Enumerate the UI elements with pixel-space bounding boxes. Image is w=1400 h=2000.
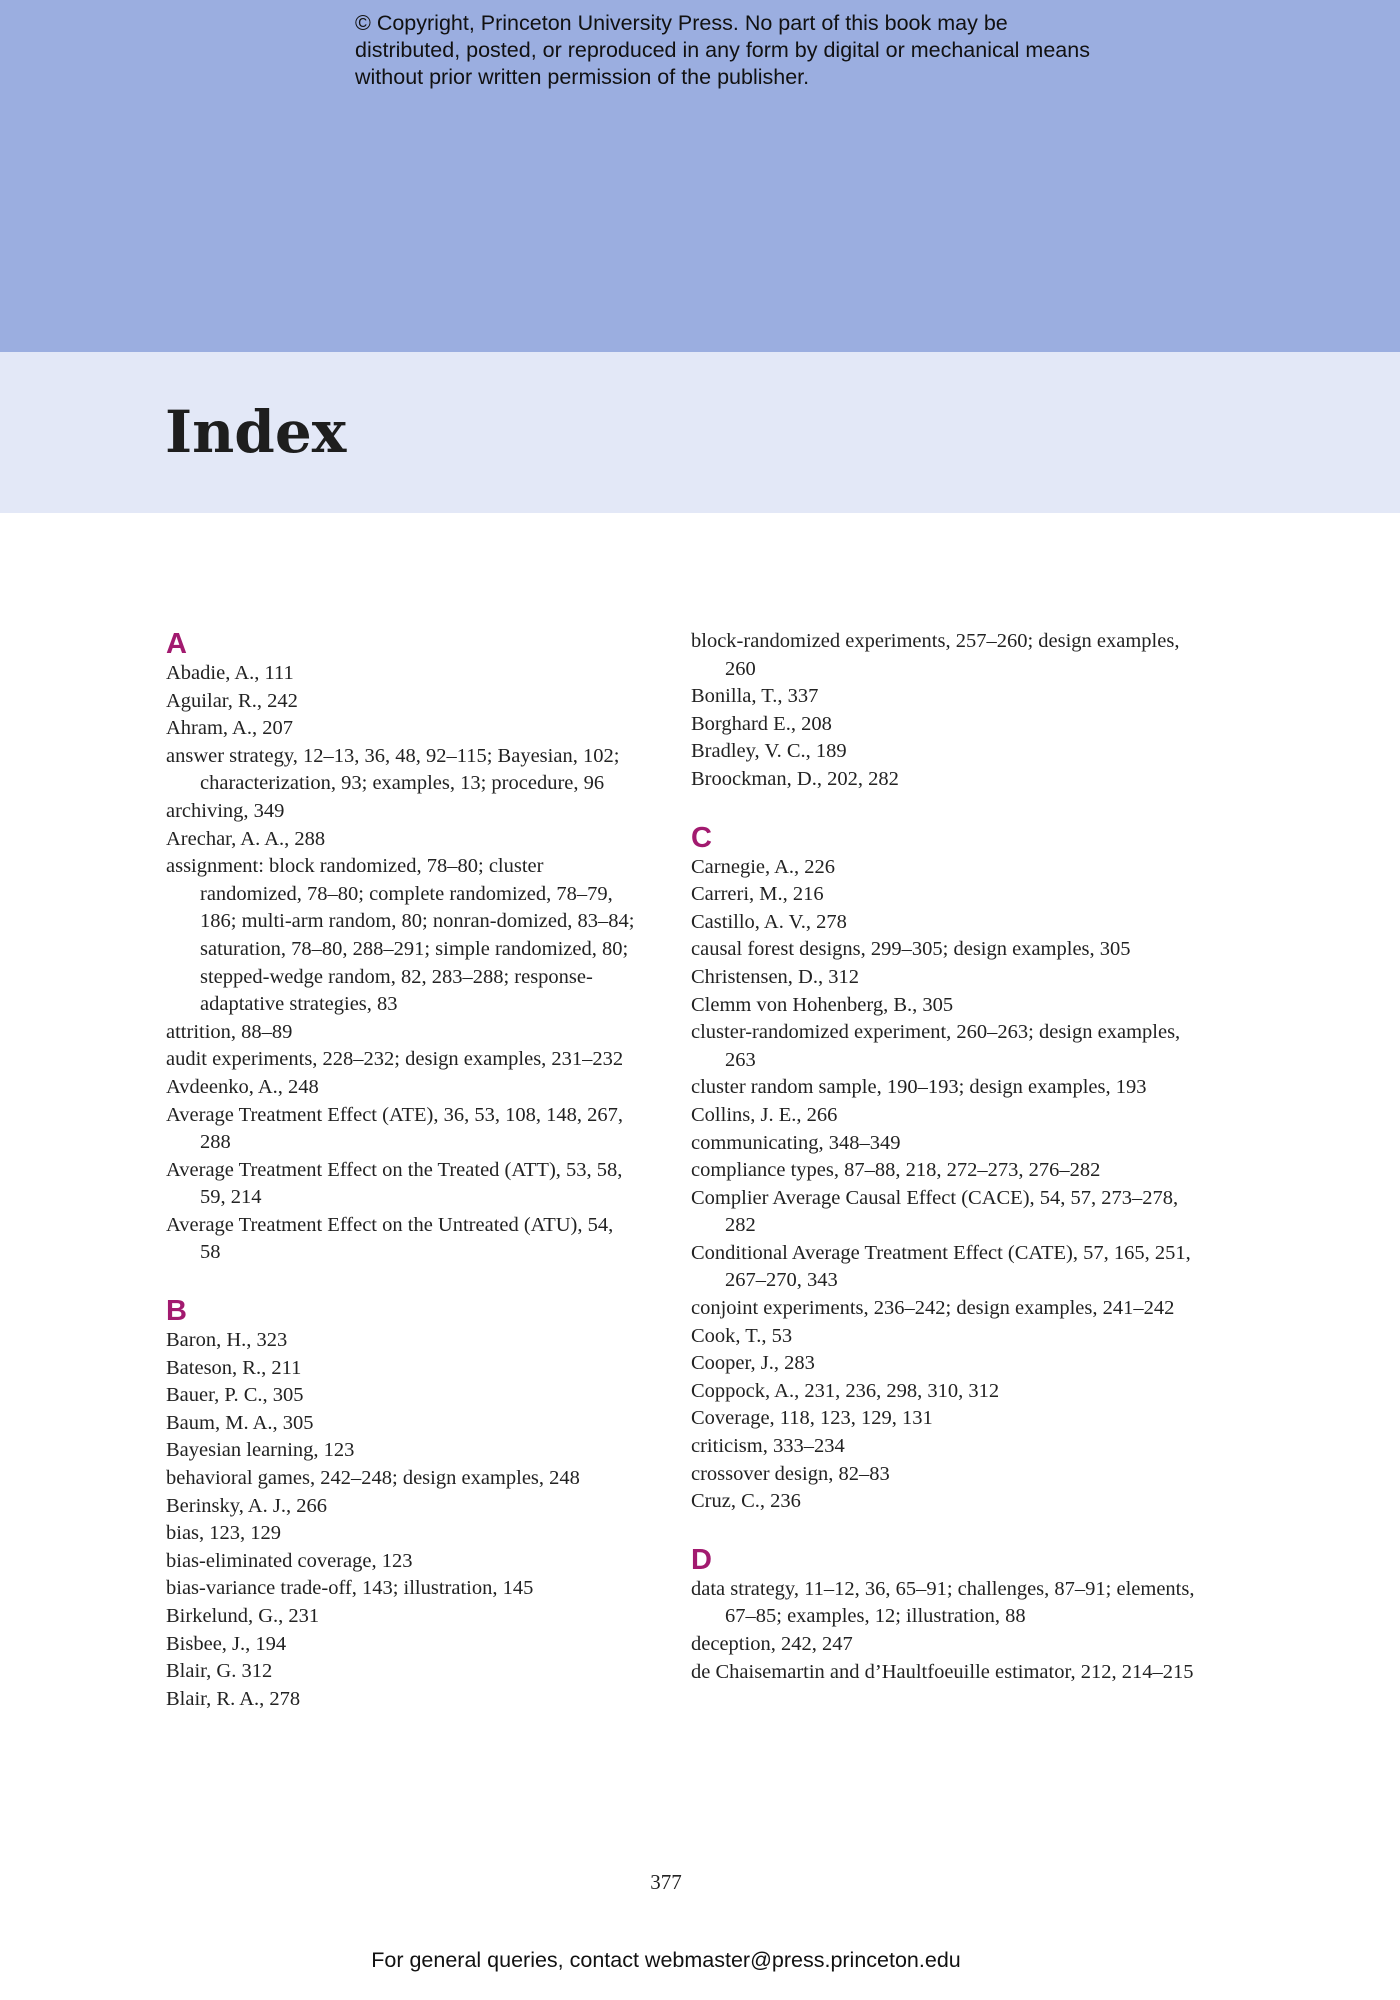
- index-entry: Cruz, C., 236: [691, 1490, 801, 1513]
- index-entry: Blair, G. 312: [166, 1660, 273, 1683]
- index-entry: communicating, 348–349: [691, 1131, 901, 1154]
- index-entry: Cook, T., 53: [691, 1324, 793, 1347]
- index-entry: Birkelund, G., 231: [166, 1605, 320, 1627]
- index-entry: Carreri, M., 216: [691, 883, 824, 906]
- index-entry: block-randomized experiments, 257–260; design examples, 260: [691, 630, 1180, 680]
- index-entry: Arechar, A. A., 288: [166, 827, 326, 850]
- page-number: 377: [650, 1870, 682, 1894]
- index-entry: Baum, M. A., 305: [166, 1411, 314, 1434]
- index-entry: Broockman, D., 202, 282: [691, 767, 899, 790]
- footer-contact: For general queries, contact webmaster@press.princeton.edu: [371, 1948, 961, 1972]
- index-entry: Abadie, A., 111: [166, 662, 294, 684]
- index-entry: Bonilla, T., 337: [691, 685, 819, 708]
- index-entry: Coppock, A., 231, 236, 298, 310, 312: [691, 1379, 1000, 1402]
- index-entry: Carnegie, A., 226: [691, 855, 836, 878]
- index-entry: Baron, H., 323: [166, 1329, 288, 1352]
- index-section: [691, 1544, 1211, 1686]
- index-entry: Ahram, A., 207: [166, 717, 293, 740]
- index-entry: compliance types, 87–88, 218, 272–273, 276–282: [691, 1159, 1101, 1182]
- index-column-left: [166, 628, 636, 1741]
- copyright-notice: © Copyright, Princeton University Press. No part of this book may be distributed, posted, or reproduced in any form by digital or mechanical means without prior written permission of the publisher.: [355, 11, 1090, 89]
- index-entry: Bisbee, J., 194: [166, 1632, 287, 1655]
- index-entry: data strategy, 11–12, 36, 65–91; challenges, 87–91; elements, 67–85; examples, 12; illustration, 88: [691, 1577, 1195, 1628]
- index-entry: Bayesian learning, 123: [166, 1439, 355, 1462]
- index-entry: bias, 123, 129: [166, 1522, 282, 1545]
- index-entry: Blair, R. A., 278: [166, 1687, 301, 1710]
- index-entry: assignment: block randomized, 78–80; cluster randomized, 78–80; complete randomized, 78–79, 186; multi-arm random, 80; nonran-domized, 83–84; saturation, 78–80, 288–291; simple randomized, 80; stepped-wedge random, 82, 283–288; response-adaptative strategies, 83: [166, 855, 635, 1016]
- index-entry: Conditional Average Treatment Effect (CATE), 57, 165, 251, 267–270, 343: [691, 1241, 1191, 1292]
- index-entry: de Chaisemartin and d’Haultfoeuille estimator, 212, 214–215: [691, 1660, 1194, 1683]
- index-entry: Bradley, V. C., 189: [691, 740, 847, 763]
- index-column-right: [691, 628, 1211, 1714]
- index-entry: Avdeenko, A., 248: [166, 1075, 319, 1098]
- index-entry: Christensen, D., 312: [691, 965, 859, 988]
- section-letter: B: [166, 1295, 187, 1328]
- index-entry: Bauer, P. C., 305: [166, 1384, 304, 1407]
- index-entry: criticism, 333–234: [691, 1435, 845, 1458]
- index-entry: Coverage, 118, 123, 129, 131: [691, 1407, 933, 1430]
- index-entry: Clemm von Hohenberg, B., 305: [691, 993, 954, 1016]
- index-entry: behavioral games, 242–248; design examples, 248: [166, 1467, 580, 1490]
- copyright-banner: [0, 0, 1400, 352]
- index-entry: audit experiments, 228–232; design examples, 231–232: [166, 1048, 624, 1071]
- section-letter: C: [691, 821, 712, 854]
- index-entry: Cooper, J., 283: [691, 1352, 815, 1375]
- index-section: [691, 822, 1211, 1516]
- index-entry: attrition, 88–89: [166, 1020, 293, 1043]
- index-entry: conjoint experiments, 236–242; design examples, 241–242: [691, 1297, 1175, 1320]
- index-entry: Bateson, R., 211: [166, 1356, 302, 1379]
- index-entry: bias-variance trade-off, 143; illustration, 145: [166, 1577, 534, 1600]
- index-entry: crossover design, 82–83: [691, 1462, 890, 1485]
- index-entry: Aguilar, R., 242: [166, 689, 298, 712]
- index-section: [166, 628, 636, 1267]
- index-entry: causal forest designs, 299–305; design examples, 305: [691, 938, 1131, 961]
- index-entry: archiving, 349: [166, 799, 285, 822]
- index-entry: Castillo, A. V., 278: [691, 910, 847, 933]
- index-entry: Average Treatment Effect on the Untreated (ATU), 54, 58: [166, 1213, 614, 1264]
- index-entry: cluster-randomized experiment, 260–263; design examples, 263: [691, 1021, 1181, 1071]
- index-entry: Borghard E., 208: [691, 712, 832, 735]
- page-title: Index: [165, 398, 347, 466]
- index-section: [691, 628, 1211, 794]
- index-entry: cluster random sample, 190–193; design examples, 193: [691, 1076, 1147, 1099]
- index-entry: deception, 242, 247: [691, 1633, 853, 1655]
- index-entry: Average Treatment Effect on the Treated (ATT), 53, 58, 59, 214: [166, 1158, 623, 1209]
- index-entry: bias-eliminated coverage, 123: [166, 1549, 413, 1572]
- index-entry: Collins, J. E., 266: [691, 1103, 838, 1126]
- index-entry: answer strategy, 12–13, 36, 48, 92–115; Bayesian, 102; characterization, 93; examples, 13; procedure, 96: [166, 744, 620, 795]
- index-entry: Berinsky, A. J., 266: [166, 1494, 327, 1517]
- section-letter: D: [691, 1543, 712, 1576]
- index-entry: Complier Average Causal Effect (CACE), 54, 57, 273–278, 282: [691, 1186, 1179, 1237]
- index-entry: Average Treatment Effect (ATE), 36, 53, 108, 148, 267, 288: [166, 1103, 623, 1154]
- index-section: [166, 1295, 636, 1713]
- section-letter: A: [166, 628, 187, 660]
